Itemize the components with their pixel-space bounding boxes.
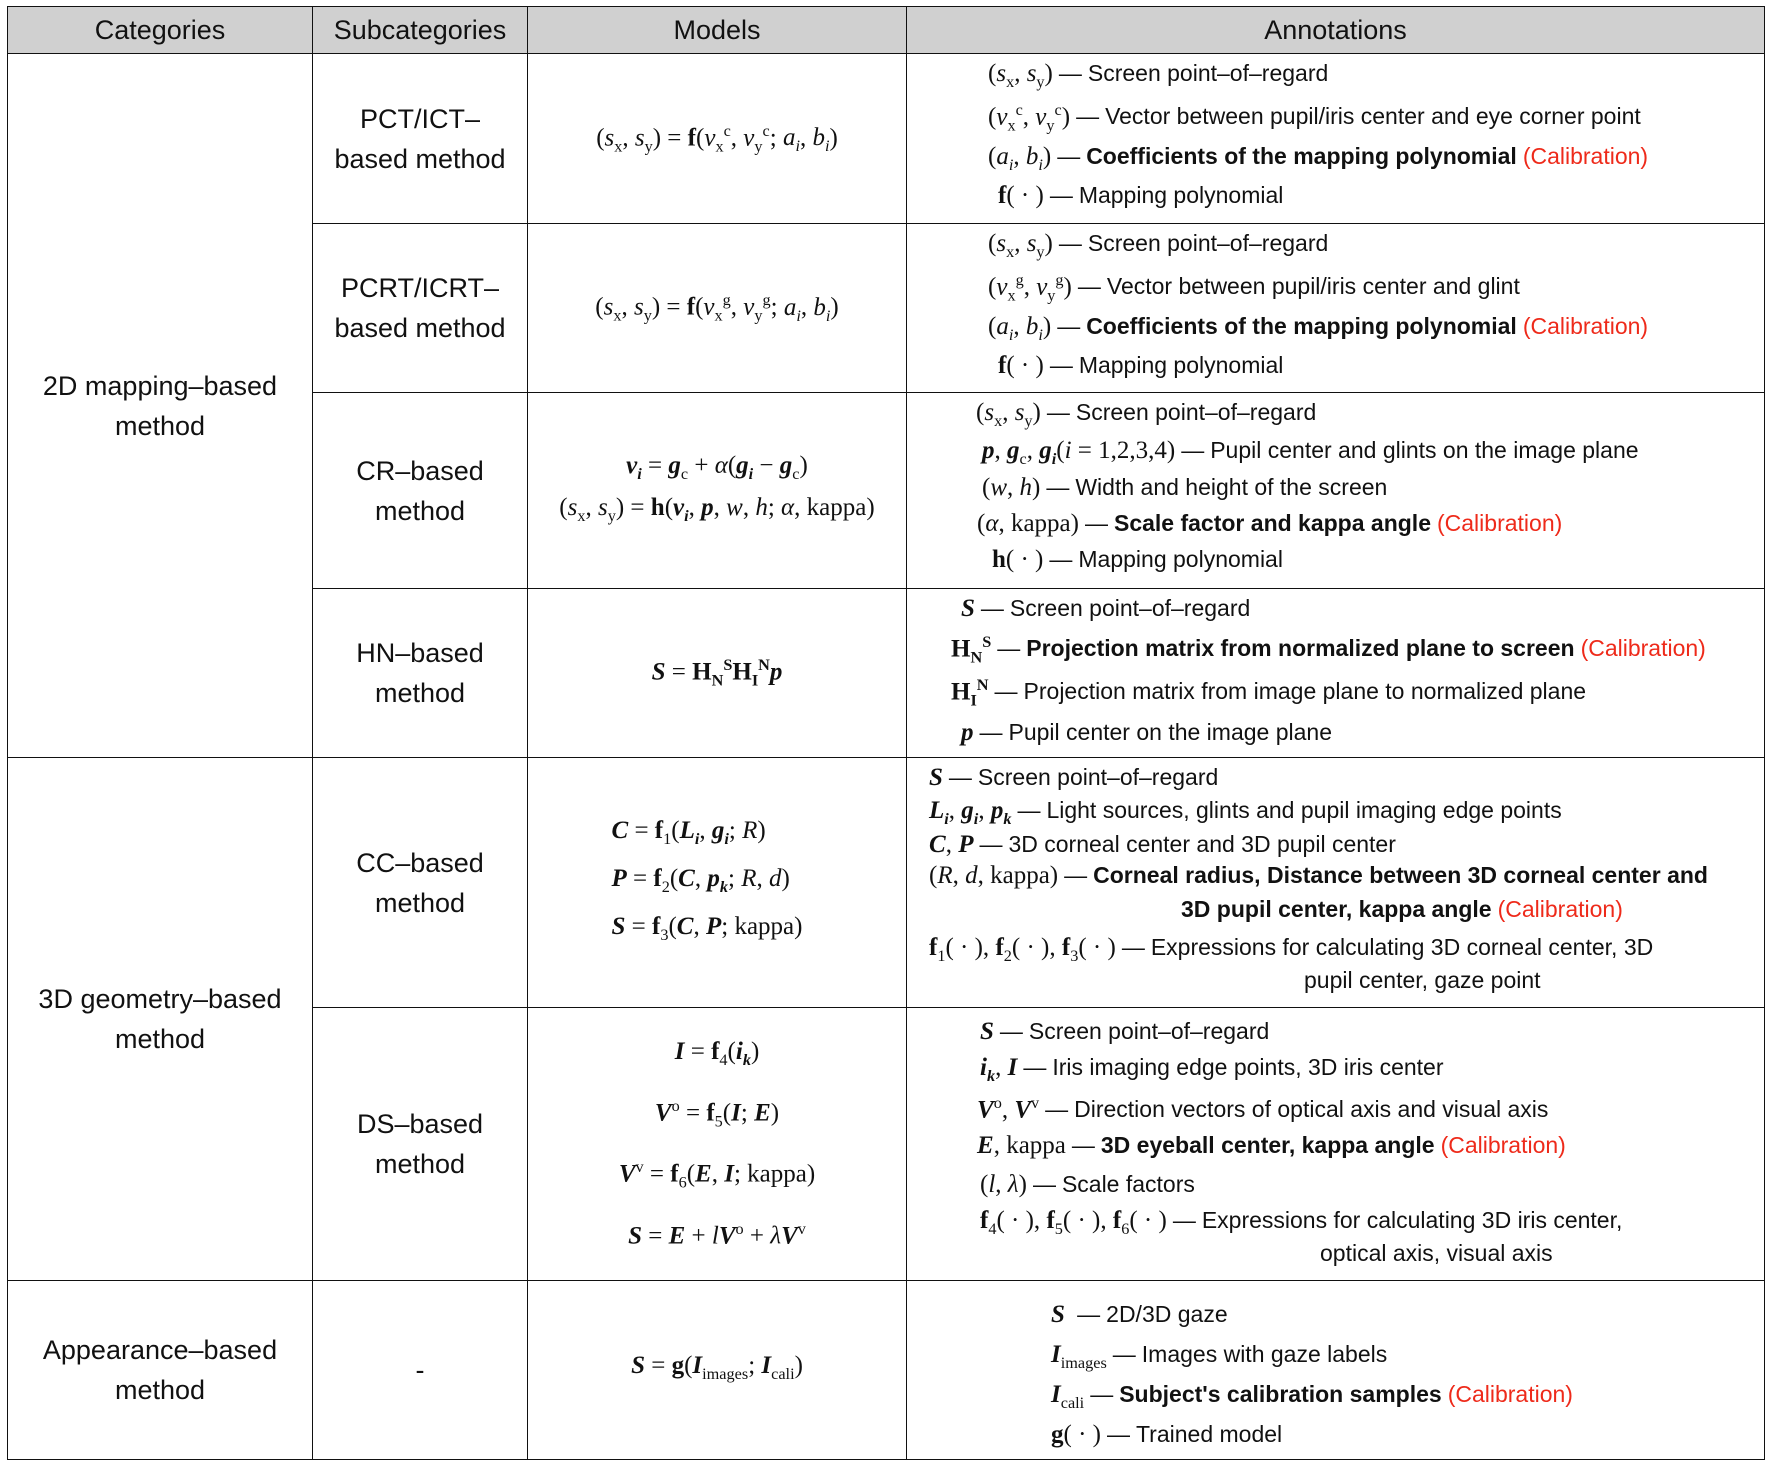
- annotation-desc: Screen point–of–regard: [1087, 230, 1329, 256]
- annotation-symbol: (α, kappa): [977, 510, 1079, 537]
- annotation-item: [1051, 1421, 1282, 1449]
- annotations-pcrt-icrt: [906, 223, 1765, 393]
- dash: —: [1058, 230, 1082, 256]
- annotation-item: [998, 182, 1283, 210]
- subcategory-pcrt-icrt: [312, 223, 528, 393]
- annotation-symbol: f( · ): [998, 352, 1044, 379]
- model-formula: $S = E + lV^o + \lambda V^v$: [628, 1219, 806, 1249]
- annotation-item: [980, 1054, 1444, 1086]
- annotation-desc: Screen point–of–regard: [1028, 1018, 1270, 1044]
- annotation-desc: 3D corneal center and 3D pupil center: [1008, 831, 1396, 857]
- annotation-symbol: $L_i$, $g_i$, $p_k$: [929, 797, 1012, 828]
- annotation-symbol: ($s_x$, $s_y$): [976, 399, 1041, 430]
- dash: —: [1046, 474, 1070, 500]
- annotation-symbol: ($v_x^g$, $v_y^g$): [988, 271, 1072, 305]
- annotation-item: [988, 230, 1328, 262]
- category-label: method: [114, 1375, 206, 1405]
- dash: —: [1057, 313, 1081, 339]
- annotations-ds: [906, 1007, 1765, 1281]
- annotation-desc: Expressions for calculating 3D corneal center, 3D: [1150, 934, 1654, 960]
- annotation-item: [1051, 1341, 1387, 1373]
- annotation-desc: Corneal radius, Distance between 3D corneal center and: [1093, 862, 1708, 888]
- annotation-symbol: E, kappa: [977, 1132, 1066, 1159]
- annotation-desc: optical axis, visual axis: [1320, 1240, 1553, 1266]
- header-annotations-label: Annotations: [1264, 14, 1407, 45]
- annotation-item-continued: [1181, 896, 1623, 923]
- category-label: Appearance–based: [42, 1335, 278, 1365]
- dash: —: [994, 678, 1018, 705]
- annotation-item: [982, 437, 1639, 469]
- annotation-item: [929, 764, 1218, 792]
- dash: —: [1017, 797, 1041, 823]
- model-ds: [527, 1007, 907, 1281]
- annotation-symbol: C, P: [929, 831, 974, 858]
- annotation-desc: Projection matrix from image plane to normalized plane: [1023, 678, 1587, 705]
- subcategory-label: DS–based: [356, 1109, 484, 1139]
- annotation-symbol: S: [929, 764, 943, 791]
- model-formula: ($s_x$, $s_y) = f(v_x^g$, $v_y^g$; $a_i$, $b_i$): [595, 291, 839, 325]
- calibration-tag: (Calibration): [1497, 896, 1623, 922]
- annotation-desc: Trained model: [1135, 1421, 1283, 1447]
- gaze-estimation-methods-table: [7, 6, 1765, 1460]
- annotation-symbol: $I_{images}$: [1051, 1341, 1107, 1372]
- model-formula: $S = g(I_{images}$; $I_{cali}$): [631, 1352, 803, 1383]
- subcategory-cr: [312, 392, 528, 589]
- annotation-item-continued: [1304, 967, 1541, 994]
- annotation-item: [980, 1018, 1269, 1046]
- annotation-item: [1051, 1301, 1228, 1329]
- annotation-symbol: p: [961, 719, 974, 746]
- dash: —: [979, 831, 1003, 857]
- annotations-cr: [906, 392, 1765, 589]
- subcategory-label: method: [374, 1149, 466, 1179]
- annotation-item: [988, 313, 1648, 345]
- annotation-desc: Vector between pupil/iris center and eye corner point: [1105, 103, 1641, 130]
- annotations-pct-ict: [906, 53, 1765, 224]
- annotation-desc: Light sources, glints and pupil imaging edge points: [1046, 797, 1562, 823]
- annotation-symbol: (w, h): [982, 474, 1041, 501]
- annotation-item: [998, 352, 1283, 380]
- subcategory-ds: [312, 1007, 528, 1281]
- subcategory-cc: [312, 757, 528, 1008]
- dash: —: [1106, 1421, 1130, 1447]
- annotation-desc: Projection matrix from normalized plane to screen: [1026, 635, 1575, 662]
- dash: —: [1032, 1171, 1056, 1197]
- annotation-item: [977, 510, 1562, 538]
- annotation-desc: pupil center, gaze point: [1304, 967, 1541, 993]
- subcategory-none: [312, 1280, 528, 1460]
- annotation-symbol: S: [980, 1018, 994, 1045]
- header-categories-label: Categories: [94, 14, 226, 45]
- dash: —: [1077, 1301, 1101, 1327]
- category-label: 2D mapping–based: [42, 370, 278, 401]
- annotation-item-continued: [1320, 1240, 1553, 1267]
- model-appearance: [527, 1280, 907, 1460]
- annotation-symbol: S: [961, 595, 975, 622]
- annotation-symbol: ($a_i$, $b_i$): [988, 313, 1052, 344]
- dash: —: [1090, 1381, 1114, 1407]
- annotation-symbol: ($v_x^c$, $v_y^c$): [988, 101, 1071, 135]
- model-cc: [527, 757, 907, 1008]
- dash: —: [1064, 862, 1088, 888]
- annotation-symbol: ($s_x$, $s_y$): [988, 230, 1053, 261]
- dash: —: [1181, 437, 1205, 463]
- subcategory-label: based method: [334, 313, 506, 343]
- annotation-item: [929, 862, 1708, 890]
- dash: —: [1049, 182, 1073, 208]
- model-pct-ict: [527, 53, 907, 224]
- annotations-hn: [906, 588, 1765, 758]
- dash: —: [1076, 103, 1100, 130]
- subcategory-label: CR–based: [356, 455, 484, 486]
- model-pcrt-icrt: [527, 223, 907, 393]
- annotation-symbol: $f_1$( · ), $f_2$( · ), $f_3$( · ): [929, 934, 1116, 965]
- dash: —: [948, 764, 972, 790]
- dash: —: [1046, 399, 1070, 425]
- annotation-symbol: ($s_x$, $s_y$): [988, 60, 1053, 91]
- dash: —: [1049, 352, 1073, 378]
- annotation-symbol: S: [1051, 1301, 1065, 1328]
- annotation-symbol: $I_{cali}$: [1051, 1381, 1085, 1412]
- annotation-symbol: $V^o$, $V^v$: [977, 1094, 1040, 1124]
- dash: —: [1121, 934, 1145, 960]
- annotation-item: [976, 399, 1316, 431]
- annotation-desc: Scale factors: [1061, 1171, 1195, 1197]
- annotation-desc: Pupil center and glints on the image plane: [1210, 437, 1639, 463]
- dash: —: [1077, 273, 1101, 300]
- annotation-desc: 3D eyeball center, kappa angle: [1100, 1132, 1435, 1158]
- annotation-item: [961, 719, 1332, 747]
- annotation-desc: Expressions for calculating 3D iris center,: [1201, 1207, 1623, 1233]
- annotation-desc: Coefficients of the mapping polynomial: [1086, 143, 1517, 169]
- dash: —: [1071, 1132, 1095, 1158]
- category-2d-mapping: [7, 53, 313, 758]
- subcategory-label: PCT/ICT–: [359, 103, 480, 134]
- category-label: method: [114, 410, 206, 441]
- model-formula: $P = f_2(C$, $p_k$; R, d): [611, 864, 790, 896]
- annotation-item: [982, 474, 1387, 502]
- annotation-symbol: p, $g_c$, $g_i(i = 1,2,3,4)$: [982, 437, 1176, 468]
- annotation-item: [988, 143, 1648, 175]
- dash: —: [1084, 510, 1108, 536]
- subcategory-label: method: [374, 495, 466, 526]
- annotation-item: [977, 1094, 1548, 1124]
- annotation-symbol: ($a_i$, $b_i$): [988, 143, 1052, 174]
- model-hn: [527, 588, 907, 758]
- annotations-appearance: [906, 1280, 1765, 1460]
- annotation-item: [1051, 1381, 1573, 1413]
- model-cr: [527, 392, 907, 589]
- annotation-desc: Vector between pupil/iris center and glint: [1106, 273, 1520, 300]
- dash: —: [980, 595, 1004, 621]
- annotation-symbol: f( · ): [998, 182, 1044, 209]
- annotation-symbol: $i_k$, I: [980, 1054, 1018, 1085]
- subcategory-hn: [312, 588, 528, 758]
- model-formula: $S = H_N^SH_I^Np$: [651, 656, 783, 690]
- category-label: method: [114, 1024, 206, 1054]
- annotation-symbol: (R, d, kappa): [929, 862, 1059, 889]
- annotation-item: [980, 1171, 1195, 1199]
- calibration-tag: (Calibration): [1522, 313, 1649, 339]
- annotation-desc: Mapping polynomial: [1078, 352, 1284, 378]
- annotation-item: [961, 595, 1250, 623]
- annotation-desc: Pupil center on the image plane: [1008, 719, 1332, 745]
- model-formula: $v_i = g_c + \alpha(g_i - g_c)$: [626, 451, 808, 483]
- annotation-desc: Screen point–of–regard: [1009, 595, 1251, 621]
- annotation-desc: Scale factor and kappa angle: [1113, 510, 1431, 536]
- category-appearance: [7, 1280, 313, 1460]
- calibration-tag: (Calibration): [1440, 1132, 1566, 1158]
- annotation-item: [980, 1207, 1622, 1239]
- annotation-desc: Screen point–of–regard: [977, 764, 1219, 790]
- annotation-item: [988, 101, 1641, 135]
- model-formula: $S = f_3(C$, P; kappa): [611, 912, 803, 944]
- subcategory-pct-ict: [312, 53, 528, 224]
- annotation-item: [951, 633, 1706, 667]
- annotation-symbol: h( · ): [992, 546, 1044, 573]
- annotation-symbol: (l, λ): [980, 1171, 1027, 1198]
- subcategory-label: CC–based: [356, 847, 484, 878]
- dash: —: [997, 635, 1021, 662]
- subcategory-label: -: [415, 1355, 425, 1385]
- annotation-item: [988, 60, 1328, 92]
- dash: —: [999, 1018, 1023, 1044]
- annotation-item: [929, 797, 1562, 829]
- annotation-desc: Direction vectors of optical axis and visual axis: [1074, 1096, 1549, 1123]
- annotation-desc: 3D pupil center, kappa angle: [1181, 896, 1492, 922]
- header-models: [527, 6, 907, 54]
- header-subcategories-label: Subcategories: [333, 14, 507, 45]
- annotation-item: [988, 271, 1520, 305]
- calibration-tag: (Calibration): [1437, 510, 1563, 536]
- subcategory-label: HN–based: [356, 638, 484, 668]
- annotation-desc: Mapping polynomial: [1078, 546, 1283, 572]
- dash: —: [1049, 546, 1073, 572]
- annotation-item: [929, 831, 1396, 859]
- annotation-desc: Subject's calibration samples: [1119, 1381, 1442, 1407]
- subcategory-label: based method: [334, 143, 506, 174]
- dash: —: [1057, 143, 1081, 169]
- annotation-desc: 2D/3D gaze: [1106, 1301, 1228, 1327]
- model-formula: $I = f_4(i_k)$: [674, 1038, 760, 1069]
- annotation-symbol: $H_N^S$: [951, 633, 992, 667]
- subcategory-label: PCRT/ICRT–: [340, 273, 500, 303]
- dash: —: [1112, 1341, 1136, 1367]
- annotation-desc: Iris imaging edge points, 3D iris center: [1052, 1054, 1444, 1080]
- header-annotations: [906, 6, 1765, 54]
- subcategory-label: method: [374, 678, 466, 708]
- annotations-cc: [906, 757, 1765, 1008]
- annotation-item: [929, 934, 1653, 966]
- annotation-item: [977, 1132, 1566, 1160]
- header-models-label: Models: [673, 14, 761, 45]
- annotation-item: [992, 546, 1283, 574]
- annotation-desc: Screen point–of–regard: [1087, 60, 1329, 86]
- subcategory-label: method: [374, 887, 466, 918]
- dash: —: [1172, 1207, 1196, 1233]
- calibration-tag: (Calibration): [1447, 1381, 1573, 1407]
- header-subcategories: [312, 6, 528, 54]
- category-3d-geometry: [7, 757, 313, 1281]
- calibration-tag: (Calibration): [1522, 143, 1649, 169]
- dash: —: [1058, 60, 1082, 86]
- annotation-symbol: $f_4$( · ), $f_5$( · ), $f_6$( · ): [980, 1207, 1167, 1238]
- annotation-desc: Screen point–of–regard: [1075, 399, 1317, 425]
- calibration-tag: (Calibration): [1580, 635, 1706, 662]
- dash: —: [1023, 1054, 1047, 1080]
- annotation-desc: Width and height of the screen: [1075, 474, 1388, 500]
- model-formula: ($s_x$, $s_y) = h(v_i$, p, w, h; α, kappa): [559, 493, 875, 525]
- model-formula: $C = f_1(L_i$, $g_i$; R): [611, 816, 766, 848]
- dash: —: [979, 719, 1003, 745]
- header-categories: [7, 6, 313, 54]
- annotation-desc: Coefficients of the mapping polynomial: [1086, 313, 1517, 339]
- annotation-symbol: $H_I^N$: [951, 676, 989, 710]
- dash: —: [1045, 1096, 1069, 1123]
- annotation-desc: Images with gaze labels: [1141, 1341, 1388, 1367]
- category-label: 3D geometry–based: [38, 984, 282, 1014]
- annotation-symbol: g( · ): [1051, 1421, 1101, 1448]
- model-formula: $V^o = f_5(I$; E): [654, 1097, 780, 1131]
- model-formula: ($s_x$, $s_y) = f(v_x^c$, $v_y^c$; $a_i$, $b_i$): [596, 121, 838, 156]
- annotation-item: [951, 676, 1586, 710]
- model-formula: $V^v = f_6(E$, I; kappa): [618, 1158, 816, 1192]
- annotation-desc: Mapping polynomial: [1078, 182, 1284, 208]
